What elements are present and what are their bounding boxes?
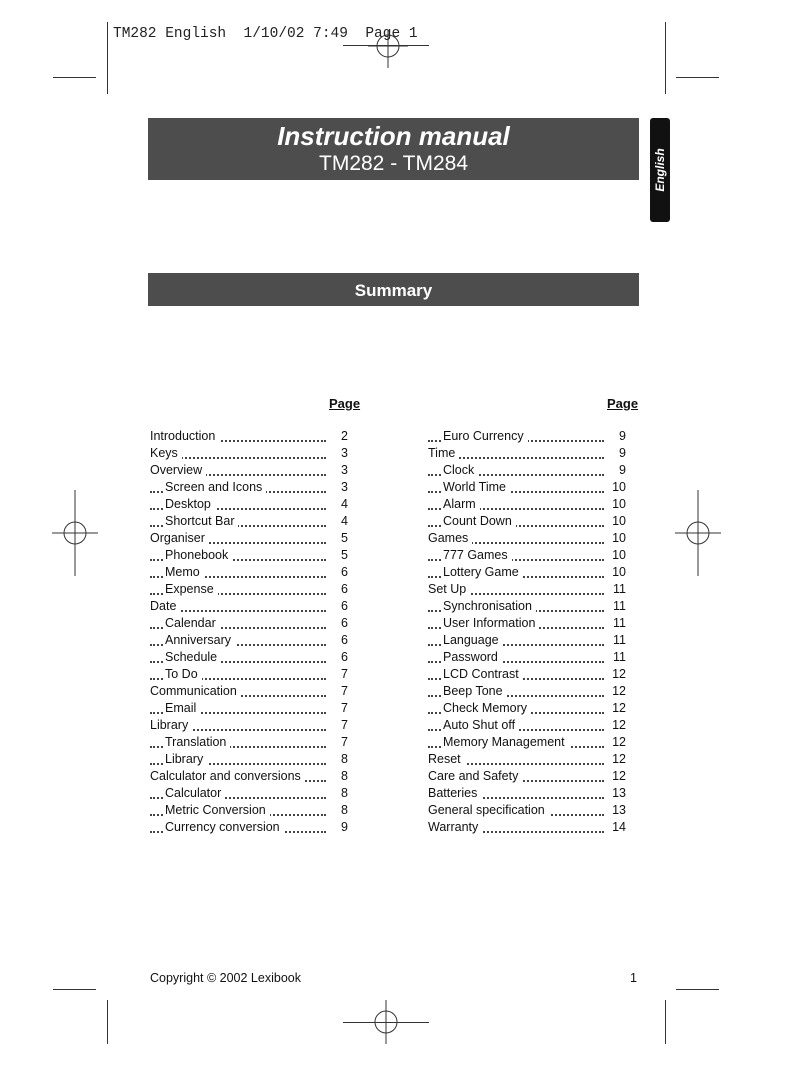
toc-entry	[428, 564, 626, 581]
toc-entry-page: 7	[326, 666, 348, 683]
toc-entry-page: 10	[604, 547, 626, 564]
toc-entry-page: 11	[604, 598, 626, 615]
toc-entry	[150, 683, 348, 700]
summary-heading: Summary	[148, 273, 639, 306]
toc-entry-page: 2	[326, 428, 348, 445]
crop-mark	[676, 989, 719, 990]
toc-entry-page: 9	[604, 445, 626, 462]
toc-entry-page: 4	[326, 513, 348, 530]
toc-entry-page: 6	[326, 615, 348, 632]
toc-entry-label: World Time	[443, 480, 510, 494]
toc-entry-label: Library	[165, 752, 207, 766]
registration-mark-right-icon	[675, 490, 721, 576]
toc-entry-page: 6	[326, 598, 348, 615]
toc-entry-page: 11	[604, 649, 626, 666]
toc-entry-label: Library	[150, 718, 192, 732]
toc-entry-page: 12	[604, 700, 626, 717]
toc-entry-label: General specification	[428, 803, 549, 817]
toc-entry-label: Communication	[150, 684, 241, 698]
toc-entry	[150, 734, 348, 751]
toc-entry	[428, 683, 626, 700]
toc-entry-label: Calendar	[165, 616, 220, 630]
toc-entry	[150, 717, 348, 734]
toc-entry-page: 9	[326, 819, 348, 836]
toc-entry-label: Auto Shut off	[443, 718, 519, 732]
toc-entry-label: Clock	[443, 463, 478, 477]
toc-entry-page: 5	[326, 530, 348, 547]
toc-entry	[428, 598, 626, 615]
toc-entry-page: 11	[604, 632, 626, 649]
toc-entry-page: 8	[326, 768, 348, 785]
toc-entry-page: 6	[326, 632, 348, 649]
toc-entry	[150, 649, 348, 666]
toc-entry-label: Reset	[428, 752, 465, 766]
toc-entry-label: Email	[165, 701, 200, 715]
crop-mark	[107, 1000, 108, 1044]
toc-entry-label: To Do	[165, 667, 202, 681]
crop-mark	[665, 1000, 666, 1044]
toc-entry	[150, 615, 348, 632]
title-banner	[148, 118, 639, 180]
toc-entry-page: 12	[604, 666, 626, 683]
toc-entry	[428, 462, 626, 479]
toc-entry-label: Calculator	[165, 786, 225, 800]
toc-entry-label: Anniversary	[165, 633, 235, 647]
toc-entry-label: LCD Contrast	[443, 667, 523, 681]
toc-entry	[428, 768, 626, 785]
toc-entry-page: 7	[326, 734, 348, 751]
toc-entry	[428, 632, 626, 649]
toc-entry-page: 13	[604, 802, 626, 819]
toc-entry-label: Introduction	[150, 429, 219, 443]
toc-entry	[428, 717, 626, 734]
toc-entry-page: 5	[326, 547, 348, 564]
toc-entry-page: 10	[604, 513, 626, 530]
toc-entry	[150, 632, 348, 649]
toc-entry-label: Date	[150, 599, 180, 613]
toc-entry-page: 6	[326, 649, 348, 666]
toc-entry-page: 10	[604, 496, 626, 513]
toc-entry-label: Expense	[165, 582, 218, 596]
crop-mark	[53, 989, 96, 990]
toc-left-column	[150, 428, 348, 836]
toc-entry-label: Translation	[165, 735, 230, 749]
toc-entry-page: 8	[326, 785, 348, 802]
toc-entry-label: Memo	[165, 565, 204, 579]
toc-entry-page: 12	[604, 768, 626, 785]
toc-entry-label: Euro Currency	[443, 429, 528, 443]
toc-entry-label: Set Up	[428, 582, 470, 596]
toc-entry-page: 8	[326, 802, 348, 819]
toc-entry	[150, 751, 348, 768]
toc-entry	[428, 547, 626, 564]
toc-entry-page: 11	[604, 581, 626, 598]
toc-entry	[428, 700, 626, 717]
toc-entry-page: 12	[604, 751, 626, 768]
toc-entry	[150, 530, 348, 547]
toc-entry-label: Metric Conversion	[165, 803, 270, 817]
toc-entry	[150, 700, 348, 717]
toc-entry	[428, 479, 626, 496]
toc-entry	[150, 513, 348, 530]
toc-entry	[150, 666, 348, 683]
toc-entry-label: Screen and Icons	[165, 480, 266, 494]
registration-mark-left-icon	[52, 490, 98, 576]
toc-entry	[150, 785, 348, 802]
crop-mark	[343, 45, 429, 46]
toc-entry	[150, 547, 348, 564]
toc-entry-page: 3	[326, 479, 348, 496]
toc-entry	[428, 445, 626, 462]
crop-mark	[107, 22, 108, 94]
toc-entry-page: 12	[604, 734, 626, 751]
toc-entry-page: 6	[326, 581, 348, 598]
crop-mark	[53, 77, 96, 78]
toc-entry	[428, 581, 626, 598]
toc-entry-label: Schedule	[165, 650, 221, 664]
language-tab	[650, 118, 670, 222]
toc-entry	[150, 496, 348, 513]
crop-mark	[676, 77, 719, 78]
toc-entry-page: 7	[326, 700, 348, 717]
toc-entry	[150, 802, 348, 819]
registration-mark-top-icon	[368, 30, 408, 70]
toc-entry	[428, 530, 626, 547]
toc-entry	[428, 428, 626, 445]
toc-entry	[150, 598, 348, 615]
toc-entry-page: 10	[604, 530, 626, 547]
toc-entry-page: 13	[604, 785, 626, 802]
language-tab-label: English	[653, 148, 667, 192]
toc-entry-label: User Information	[443, 616, 539, 630]
toc-entry-label: Alarm	[443, 497, 480, 511]
toc-entry	[428, 751, 626, 768]
toc-entry	[150, 428, 348, 445]
toc-entry-label: Warranty	[428, 820, 482, 834]
toc-entry	[150, 564, 348, 581]
toc-entry-page: 9	[604, 428, 626, 445]
toc-entry	[428, 615, 626, 632]
toc-entry-label: Care and Safety	[428, 769, 522, 783]
toc-entry	[150, 462, 348, 479]
toc-entry-label: Time	[428, 446, 459, 460]
toc-entry-page: 7	[326, 717, 348, 734]
page-column-header-left: Page	[329, 396, 361, 411]
toc-entry-label: Password	[443, 650, 502, 664]
toc-entry	[150, 445, 348, 462]
toc-entry-label: Beep Tone	[443, 684, 507, 698]
toc-entry	[428, 785, 626, 802]
toc-entry-label: Shortcut Bar	[165, 514, 238, 528]
toc-entry-label: Language	[443, 633, 503, 647]
toc-entry	[150, 581, 348, 598]
toc-entry	[150, 819, 348, 836]
document-title: Instruction manual	[277, 121, 510, 151]
toc-entry-label: Keys	[150, 446, 182, 460]
toc-entry	[428, 819, 626, 836]
toc-entry-label: Desktop	[165, 497, 215, 511]
toc-entry-label: Lottery Game	[443, 565, 523, 579]
toc-entry-label: 777 Games	[443, 548, 512, 562]
crop-mark	[343, 1022, 429, 1023]
toc-entry	[428, 513, 626, 530]
toc-entry-label: Currency conversion	[165, 820, 284, 834]
toc-entry-page: 4	[326, 496, 348, 513]
toc-entry-page: 12	[604, 683, 626, 700]
toc-entry-page: 9	[604, 462, 626, 479]
model-subtitle: TM282 - TM284	[319, 152, 468, 175]
toc-entry-page: 7	[326, 683, 348, 700]
toc-entry-label: Games	[428, 531, 472, 545]
toc-right-column	[428, 428, 626, 836]
toc-entry-page: 3	[326, 462, 348, 479]
toc-entry-label: Calculator and conversions	[150, 769, 305, 783]
toc-entry-page: 11	[604, 615, 626, 632]
toc-entry-label: Count Down	[443, 514, 516, 528]
toc-entry	[428, 802, 626, 819]
toc-entry	[428, 666, 626, 683]
printer-slug: TM282 English 1/10/02 7:49 Page 1	[113, 26, 418, 42]
toc-entry-page: 8	[326, 751, 348, 768]
toc-entry-page: 6	[326, 564, 348, 581]
toc-entry-label: Synchronisation	[443, 599, 536, 613]
toc-entry-page: 3	[326, 445, 348, 462]
toc-entry-label: Batteries	[428, 786, 481, 800]
crop-mark	[665, 22, 666, 94]
toc-entry	[428, 649, 626, 666]
page-column-header-right: Page	[607, 396, 639, 411]
toc-entry-page: 14	[604, 819, 626, 836]
toc-entry-label: Memory Management	[443, 735, 569, 749]
toc-entry-label: Phonebook	[165, 548, 232, 562]
toc-entry	[428, 496, 626, 513]
toc-entry-label: Check Memory	[443, 701, 531, 715]
toc-entry	[150, 479, 348, 496]
copyright-notice: Copyright © 2002 Lexibook	[150, 971, 301, 985]
toc-entry	[428, 734, 626, 751]
toc-entry-page: 12	[604, 717, 626, 734]
toc-entry-page: 10	[604, 564, 626, 581]
toc-entry-label: Overview	[150, 463, 206, 477]
toc-entry-label: Organiser	[150, 531, 209, 545]
page-number: 1	[630, 971, 637, 985]
toc-entry	[150, 768, 348, 785]
toc-entry-page: 10	[604, 479, 626, 496]
